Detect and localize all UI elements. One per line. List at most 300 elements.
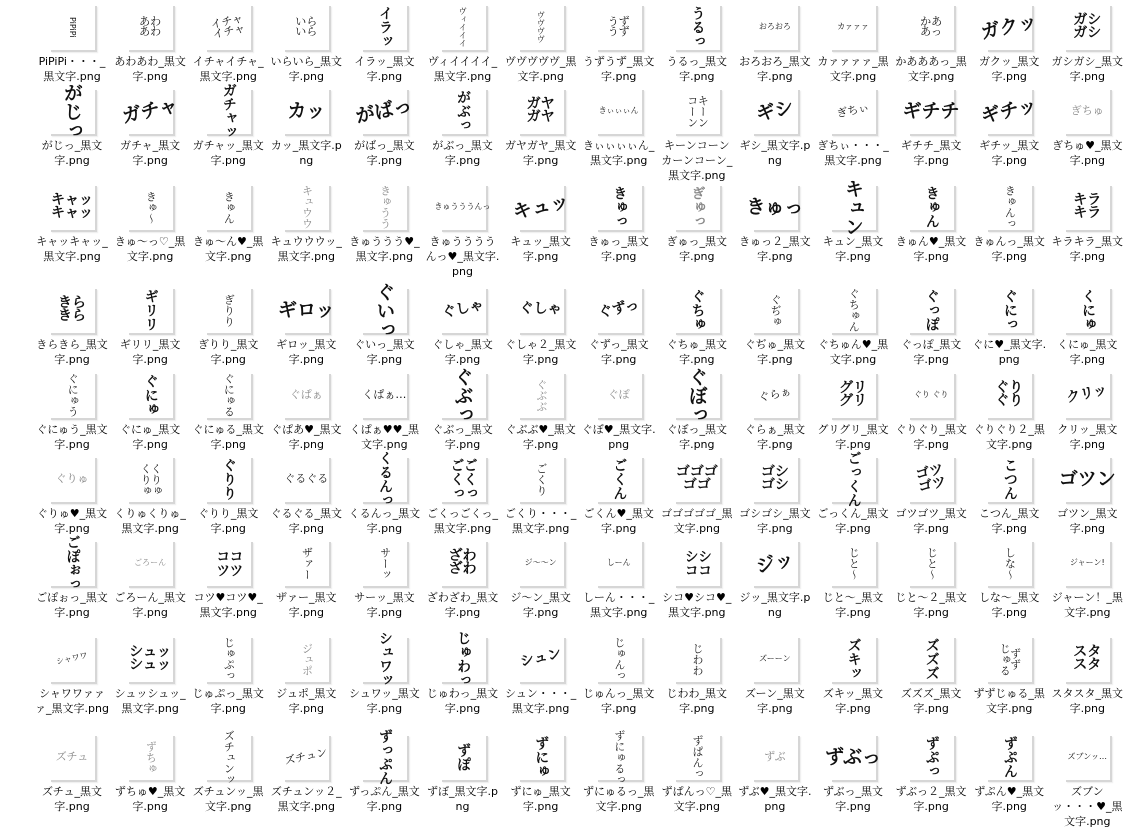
file-item[interactable] xyxy=(1050,540,1124,620)
file-name[interactable]: ぐりり_黒文字.png xyxy=(197,507,259,535)
file-thumbnail[interactable] xyxy=(596,372,642,418)
file-thumbnail[interactable] xyxy=(361,4,407,50)
file-item[interactable] xyxy=(738,372,812,452)
file-item[interactable] xyxy=(894,184,968,264)
file-name[interactable]: ぐいっ_黒文字.png xyxy=(354,338,415,366)
file-item[interactable] xyxy=(660,184,734,264)
file-thumbnail[interactable] xyxy=(674,366,720,424)
file-name[interactable]: ギチチ_黒文字.png xyxy=(900,139,962,167)
file-thumbnail[interactable] xyxy=(1058,456,1116,502)
file-item[interactable] xyxy=(660,636,734,716)
file-item[interactable] xyxy=(894,636,968,716)
file-name[interactable]: キラキラ_黒文字.png xyxy=(1051,235,1124,263)
file-name[interactable]: ヴィイイイイ_黒文字.png xyxy=(427,55,498,83)
file-item[interactable] xyxy=(582,372,656,452)
file-name[interactable]: しな～_黒文字.png xyxy=(978,591,1040,619)
file-name[interactable]: きぃぃぃぃん_黒文字.png xyxy=(582,139,655,167)
file-thumbnail[interactable] xyxy=(361,281,407,339)
file-name[interactable]: ズキッ_黒文字.png xyxy=(822,687,884,715)
file-thumbnail[interactable] xyxy=(596,540,642,586)
file-thumbnail[interactable] xyxy=(518,456,564,502)
file-item[interactable] xyxy=(347,184,421,264)
file-name[interactable]: シコ♥シコ♥_黒文字.png xyxy=(662,591,732,619)
file-item[interactable] xyxy=(191,184,265,264)
file-name[interactable]: きゅっ_黒文字.png xyxy=(588,235,649,263)
file-name[interactable]: ぎゅっ_黒文字.png xyxy=(666,235,728,263)
file-item[interactable] xyxy=(35,82,109,168)
file-name[interactable]: シュッシュッ_黒文字.png xyxy=(114,687,186,715)
file-thumbnail[interactable] xyxy=(752,540,798,586)
file-thumbnail[interactable] xyxy=(205,540,251,586)
file-name[interactable]: ずぶっ２_黒文字.png xyxy=(895,785,967,813)
file-item[interactable] xyxy=(269,372,343,452)
file-thumbnail[interactable] xyxy=(49,535,95,591)
file-name[interactable]: ずぱんっ♡_黒文字.png xyxy=(661,785,732,813)
file-item[interactable] xyxy=(347,631,421,716)
file-item[interactable] xyxy=(972,287,1046,367)
file-thumbnail[interactable] xyxy=(908,287,954,333)
file-name[interactable]: ぐにゅう_黒文字.png xyxy=(36,423,108,451)
file-thumbnail[interactable] xyxy=(205,287,251,333)
file-item[interactable] xyxy=(972,88,1046,168)
file-name[interactable]: おろおろ_黒文字.png xyxy=(739,55,811,83)
file-name[interactable]: じわわ_黒文字.png xyxy=(666,687,728,715)
file-thumbnail[interactable] xyxy=(1064,540,1110,586)
file-item[interactable] xyxy=(894,287,968,367)
file-name[interactable]: ズブンッ・・・♥_黒文字.png xyxy=(1052,785,1123,828)
file-name[interactable]: シャワワァァァ_黒文字.png xyxy=(35,687,109,715)
file-thumbnail[interactable] xyxy=(979,4,1040,50)
file-name[interactable]: ギリリ_黒文字.png xyxy=(119,338,181,366)
file-thumbnail[interactable] xyxy=(49,82,95,140)
file-name[interactable]: ぐに♥_黒文字.png xyxy=(972,338,1047,366)
file-name[interactable]: きゅっ２_黒文字.png xyxy=(739,235,811,263)
file-item[interactable] xyxy=(582,88,656,168)
file-item[interactable] xyxy=(894,734,968,814)
file-item[interactable] xyxy=(269,734,343,814)
file-name[interactable]: きゅん♥_黒文字.png xyxy=(895,235,967,263)
file-item[interactable] xyxy=(269,636,343,716)
file-thumbnail[interactable] xyxy=(518,540,564,586)
file-name[interactable]: かあああっ_黒文字.png xyxy=(895,55,967,83)
file-thumbnail[interactable] xyxy=(1064,184,1110,230)
file-thumbnail[interactable] xyxy=(902,88,960,134)
file-name[interactable]: スタスタ_黒文字.png xyxy=(1051,687,1124,715)
file-thumbnail[interactable] xyxy=(830,451,876,507)
file-thumbnail[interactable] xyxy=(746,184,804,230)
file-thumbnail[interactable] xyxy=(674,184,720,230)
file-name[interactable]: サーッ_黒文字.png xyxy=(354,591,415,619)
file-thumbnail[interactable] xyxy=(986,636,1032,682)
file-thumbnail[interactable] xyxy=(674,287,720,333)
file-item[interactable] xyxy=(582,184,656,264)
file-name[interactable]: ぐらぁ_黒文字.png xyxy=(744,423,806,451)
file-thumbnail[interactable] xyxy=(127,372,173,418)
file-name[interactable]: しーん・・・_黒文字.png xyxy=(582,591,655,619)
file-item[interactable] xyxy=(972,372,1046,452)
file-thumbnail[interactable] xyxy=(908,540,954,586)
file-item[interactable] xyxy=(347,88,421,168)
file-name[interactable]: ガヤガヤ_黒文字.png xyxy=(504,139,577,167)
file-name[interactable]: じと～_黒文字.png xyxy=(822,591,884,619)
file-name[interactable]: カァァァァ_黒文字.png xyxy=(817,55,889,83)
file-name[interactable]: ぐぢゅ_黒文字.png xyxy=(744,338,806,366)
file-thumbnail[interactable] xyxy=(596,88,642,134)
file-item[interactable] xyxy=(894,540,968,620)
file-thumbnail[interactable] xyxy=(49,4,95,50)
file-item[interactable] xyxy=(347,451,421,536)
file-thumbnail[interactable] xyxy=(205,636,251,682)
file-item[interactable] xyxy=(738,287,812,367)
file-item[interactable] xyxy=(816,287,890,367)
file-thumbnail[interactable] xyxy=(283,734,329,780)
file-item[interactable] xyxy=(504,287,578,367)
file-item[interactable] xyxy=(816,734,890,814)
file-item[interactable] xyxy=(582,456,656,536)
file-thumbnail[interactable] xyxy=(908,372,954,418)
file-name[interactable]: ぐるぐる_黒文字.png xyxy=(270,507,343,535)
file-thumbnail[interactable] xyxy=(361,451,407,507)
file-thumbnail[interactable] xyxy=(49,636,95,682)
file-thumbnail[interactable] xyxy=(908,734,954,780)
file-item[interactable] xyxy=(816,88,890,168)
file-thumbnail[interactable] xyxy=(283,184,329,230)
file-item[interactable] xyxy=(347,372,421,452)
file-name[interactable]: ずぶっ_黒文字.png xyxy=(823,785,883,813)
file-item[interactable] xyxy=(1050,636,1124,716)
file-thumbnail[interactable] xyxy=(830,88,876,134)
file-item[interactable] xyxy=(426,540,500,620)
file-name[interactable]: あわあわ_黒文字.png xyxy=(114,55,186,83)
file-thumbnail[interactable] xyxy=(830,178,876,236)
file-name[interactable]: こつん_黒文字.png xyxy=(979,507,1040,535)
file-item[interactable] xyxy=(504,4,578,84)
file-name[interactable]: きゅううううんっ♥_黒文字.png xyxy=(425,235,500,278)
file-thumbnail[interactable] xyxy=(440,287,486,333)
file-thumbnail[interactable] xyxy=(596,456,642,502)
file-item[interactable] xyxy=(191,456,265,536)
file-name[interactable]: ガシガシ_黒文字.png xyxy=(1051,55,1124,83)
file-thumbnail[interactable] xyxy=(49,456,95,502)
file-item[interactable] xyxy=(1050,287,1124,367)
file-name[interactable]: キャッキャッ_黒文字.png xyxy=(36,235,108,263)
file-item[interactable] xyxy=(504,372,578,452)
file-item[interactable] xyxy=(504,734,578,814)
file-item[interactable] xyxy=(1050,734,1124,829)
file-thumbnail[interactable] xyxy=(752,4,798,50)
file-name[interactable]: じゅわっ_黒文字.png xyxy=(426,687,499,715)
file-thumbnail[interactable] xyxy=(49,287,95,333)
file-item[interactable] xyxy=(426,287,500,367)
file-item[interactable] xyxy=(738,456,812,536)
file-name[interactable]: くりゅくりゅ_黒文字.png xyxy=(114,507,186,535)
file-name[interactable]: ぐにゅる_黒文字.png xyxy=(192,423,264,451)
file-thumbnail[interactable] xyxy=(752,372,798,418)
file-name[interactable]: くぱぁ♥♥_黒文字.png xyxy=(349,423,419,451)
file-thumbnail[interactable] xyxy=(49,372,95,418)
file-name[interactable]: きゅんっ_黒文字.png xyxy=(973,235,1045,263)
file-name[interactable]: ごぽぉっ_黒文字.png xyxy=(36,591,108,619)
file-name[interactable]: ズチュンッ２_黒文字.png xyxy=(270,785,342,813)
file-item[interactable] xyxy=(113,88,187,168)
file-item[interactable] xyxy=(191,287,265,367)
file-item[interactable] xyxy=(816,372,890,452)
file-item[interactable] xyxy=(504,184,578,264)
file-name[interactable]: きゅううう♥_黒文字.png xyxy=(349,235,420,263)
file-name[interactable]: ずぶ♥_黒文字.png xyxy=(738,785,812,813)
file-name[interactable]: イラッ_黒文字.png xyxy=(354,55,415,83)
file-thumbnail[interactable] xyxy=(354,88,415,134)
file-name[interactable]: ガクッ_黒文字.png xyxy=(978,55,1040,83)
file-item[interactable] xyxy=(582,287,656,367)
file-item[interactable] xyxy=(972,734,1046,814)
file-thumbnail[interactable] xyxy=(674,636,720,682)
file-thumbnail[interactable] xyxy=(205,372,251,418)
file-item[interactable] xyxy=(738,184,812,264)
file-name[interactable]: グリグリ_黒文字.png xyxy=(817,423,889,451)
file-thumbnail[interactable] xyxy=(120,88,180,134)
file-item[interactable] xyxy=(426,184,500,279)
file-item[interactable] xyxy=(113,540,187,620)
file-thumbnail[interactable] xyxy=(49,734,95,780)
file-name[interactable]: ぐしゃ_黒文字.png xyxy=(432,338,493,366)
file-item[interactable] xyxy=(660,366,734,452)
file-thumbnail[interactable] xyxy=(518,4,564,50)
file-name[interactable]: いらいら_黒文字.png xyxy=(270,55,343,83)
file-name[interactable]: ガチャッ_黒文字.png xyxy=(192,139,264,167)
file-name[interactable]: ジャーン！_黒文字.png xyxy=(1051,591,1123,619)
file-item[interactable] xyxy=(35,734,109,814)
file-thumbnail[interactable] xyxy=(361,540,407,586)
file-name[interactable]: ぐぼっ_黒文字.png xyxy=(666,423,728,451)
file-thumbnail[interactable] xyxy=(283,636,329,682)
file-item[interactable] xyxy=(816,4,890,84)
file-thumbnail[interactable] xyxy=(986,184,1032,230)
file-name[interactable]: じと～２_黒文字.png xyxy=(895,591,967,619)
file-name[interactable]: ずにゅ_黒文字.png xyxy=(510,785,571,813)
file-thumbnail[interactable] xyxy=(49,184,95,230)
file-thumbnail[interactable] xyxy=(830,287,876,333)
file-thumbnail[interactable] xyxy=(205,83,251,139)
file-thumbnail[interactable] xyxy=(510,184,571,230)
file-thumbnail[interactable] xyxy=(752,636,798,682)
file-item[interactable] xyxy=(504,88,578,168)
file-thumbnail[interactable] xyxy=(361,729,407,785)
file-name[interactable]: がばっ_黒文字.png xyxy=(354,139,415,167)
file-item[interactable] xyxy=(191,729,265,814)
file-name[interactable]: じゅんっ_黒文字.png xyxy=(582,687,655,715)
file-name[interactable]: ごくっごくっ_黒文字.png xyxy=(426,507,499,535)
file-name[interactable]: ぐりぐり_黒文字.png xyxy=(895,423,967,451)
file-item[interactable] xyxy=(347,540,421,620)
file-item[interactable] xyxy=(269,456,343,536)
file-thumbnail[interactable] xyxy=(205,456,251,502)
file-thumbnail[interactable] xyxy=(979,88,1040,134)
file-item[interactable] xyxy=(660,540,734,620)
file-name[interactable]: ずずじゅる_黒文字.png xyxy=(973,687,1045,715)
file-thumbnail[interactable] xyxy=(127,540,173,586)
file-item[interactable] xyxy=(738,4,812,84)
file-name[interactable]: ゴゴゴゴゴ_黒文字.png xyxy=(661,507,733,535)
file-name[interactable]: シュン・・・_黒文字.png xyxy=(504,687,577,715)
file-item[interactable] xyxy=(35,372,109,452)
file-item[interactable] xyxy=(35,636,109,716)
file-thumbnail[interactable] xyxy=(908,4,954,50)
file-thumbnail[interactable] xyxy=(518,88,564,134)
file-item[interactable] xyxy=(894,372,968,452)
file-name[interactable]: ジ～ン_黒文字.png xyxy=(510,591,571,619)
file-item[interactable] xyxy=(347,4,421,84)
file-item[interactable] xyxy=(816,540,890,620)
file-name[interactable]: ざわざわ_黒文字.png xyxy=(426,591,499,619)
file-name[interactable]: クリッ_黒文字.png xyxy=(1057,423,1118,451)
file-item[interactable] xyxy=(1050,4,1124,84)
file-name[interactable]: ゴツン_黒文字.png xyxy=(1057,507,1118,535)
file-item[interactable] xyxy=(504,540,578,620)
file-thumbnail[interactable] xyxy=(1064,372,1110,418)
file-thumbnail[interactable] xyxy=(986,734,1032,780)
file-thumbnail[interactable] xyxy=(596,184,642,230)
file-thumbnail[interactable] xyxy=(283,372,329,418)
file-item[interactable] xyxy=(1050,88,1124,168)
file-name[interactable]: シュワッ_黒文字.png xyxy=(349,687,420,715)
file-item[interactable] xyxy=(972,540,1046,620)
file-item[interactable] xyxy=(816,636,890,716)
file-thumbnail[interactable] xyxy=(986,372,1032,418)
file-name[interactable]: ずぷん♥_黒文字.png xyxy=(974,785,1045,813)
file-thumbnail[interactable] xyxy=(440,540,486,586)
file-thumbnail[interactable] xyxy=(986,456,1032,502)
file-name[interactable]: ギロッ_黒文字.png xyxy=(276,338,337,366)
file-name[interactable]: ずぼ_黒文字.png xyxy=(427,785,498,813)
file-item[interactable] xyxy=(113,636,187,716)
file-thumbnail[interactable] xyxy=(440,366,486,424)
file-thumbnail[interactable] xyxy=(127,636,173,682)
file-thumbnail[interactable] xyxy=(127,734,173,780)
file-thumbnail[interactable] xyxy=(205,4,251,50)
file-thumbnail[interactable] xyxy=(674,88,720,134)
file-name[interactable]: ずっぷん_黒文字.png xyxy=(348,785,420,813)
file-thumbnail[interactable] xyxy=(127,4,173,50)
file-thumbnail[interactable] xyxy=(752,456,798,502)
file-item[interactable] xyxy=(269,4,343,84)
file-name[interactable]: ぐぶぶ♥_黒文字.png xyxy=(505,423,576,451)
file-name[interactable]: キュウウウッ_黒文字.png xyxy=(270,235,342,263)
file-name[interactable]: キーンコーンカーンコーン_黒文字.png xyxy=(661,139,733,182)
file-name[interactable]: ギチッ_黒文字.png xyxy=(979,139,1040,167)
file-name[interactable]: ギシ_黒文字.png xyxy=(739,139,811,167)
file-name[interactable]: ごろーん_黒文字.png xyxy=(114,591,186,619)
file-name[interactable]: ぐちゅ_黒文字.png xyxy=(666,338,728,366)
file-name[interactable]: ぎちゅ♥_黒文字.png xyxy=(1052,139,1123,167)
file-item[interactable] xyxy=(191,636,265,716)
file-name[interactable]: ぐにゅ_黒文字.png xyxy=(119,423,181,451)
file-name[interactable]: ごっくん_黒文字.png xyxy=(817,507,889,535)
file-thumbnail[interactable] xyxy=(1064,88,1110,134)
file-item[interactable] xyxy=(894,4,968,84)
file-item[interactable] xyxy=(35,456,109,536)
file-item[interactable] xyxy=(894,88,968,168)
file-name[interactable]: ヴヴヴヴヴ_黒文字.png xyxy=(504,55,577,83)
file-thumbnail[interactable] xyxy=(986,540,1032,586)
file-item[interactable] xyxy=(582,540,656,620)
file-thumbnail[interactable] xyxy=(440,734,486,780)
file-name[interactable]: くにゅ_黒文字.png xyxy=(1057,338,1118,366)
file-name[interactable]: きらきら_黒文字.png xyxy=(36,338,108,366)
file-thumbnail[interactable] xyxy=(596,287,642,333)
file-name[interactable]: ゴツゴツ_黒文字.png xyxy=(895,507,967,535)
file-item[interactable] xyxy=(191,372,265,452)
file-thumbnail[interactable] xyxy=(674,456,720,502)
file-item[interactable] xyxy=(269,540,343,620)
file-item[interactable] xyxy=(816,451,890,536)
file-thumbnail[interactable] xyxy=(518,734,564,780)
file-name[interactable]: ズーン_黒文字.png xyxy=(745,687,805,715)
file-thumbnail[interactable] xyxy=(752,287,798,333)
file-item[interactable] xyxy=(426,734,500,814)
file-item[interactable] xyxy=(504,456,578,536)
file-name[interactable]: ジュポ_黒文字.png xyxy=(276,687,337,715)
file-name[interactable]: ごくり・・・_黒文字.png xyxy=(504,507,577,535)
file-thumbnail[interactable] xyxy=(361,184,407,230)
file-thumbnail[interactable] xyxy=(1064,734,1110,780)
file-thumbnail[interactable] xyxy=(674,734,720,780)
file-item[interactable] xyxy=(426,4,500,84)
file-item[interactable] xyxy=(426,631,500,716)
file-item[interactable] xyxy=(113,184,187,264)
file-name[interactable]: ぐぱあ♥_黒文字.png xyxy=(271,423,342,451)
file-name[interactable]: ごくん♥_黒文字.png xyxy=(583,507,654,535)
file-name[interactable]: ジッ_黒文字.png xyxy=(739,591,811,619)
file-name[interactable]: ずちゅ♥_黒文字.png xyxy=(114,785,186,813)
file-thumbnail[interactable] xyxy=(830,636,876,682)
file-thumbnail[interactable] xyxy=(1064,4,1110,50)
file-item[interactable] xyxy=(113,372,187,452)
file-name[interactable]: じゅぷっ_黒文字.png xyxy=(192,687,264,715)
file-thumbnail[interactable] xyxy=(440,631,486,687)
file-thumbnail[interactable] xyxy=(596,729,642,785)
file-item[interactable] xyxy=(816,178,890,264)
file-item[interactable] xyxy=(972,456,1046,536)
file-name[interactable]: ぐずっ_黒文字.png xyxy=(588,338,649,366)
file-thumbnail[interactable] xyxy=(518,636,564,682)
file-item[interactable] xyxy=(35,287,109,367)
file-thumbnail[interactable] xyxy=(283,88,329,134)
file-item[interactable] xyxy=(504,636,578,716)
file-name[interactable]: ぎりり_黒文字.png xyxy=(197,338,259,366)
file-item[interactable] xyxy=(660,4,734,84)
file-name[interactable]: ゴシゴシ_黒文字.png xyxy=(739,507,811,535)
file-thumbnail[interactable] xyxy=(674,540,720,586)
file-name[interactable]: うるっ_黒文字.png xyxy=(666,55,728,83)
file-item[interactable] xyxy=(660,734,734,814)
file-item[interactable] xyxy=(738,734,812,814)
file-thumbnail[interactable] xyxy=(277,287,335,333)
file-thumbnail[interactable] xyxy=(205,184,251,230)
file-thumbnail[interactable] xyxy=(830,372,876,418)
file-item[interactable] xyxy=(113,4,187,84)
file-item[interactable] xyxy=(35,4,109,84)
file-item[interactable] xyxy=(426,456,500,536)
file-thumbnail[interactable] xyxy=(283,4,329,50)
file-item[interactable] xyxy=(582,4,656,84)
file-name[interactable]: きゅ～ん♥_黒文字.png xyxy=(193,235,264,263)
file-item[interactable] xyxy=(972,4,1046,84)
file-item[interactable] xyxy=(347,729,421,814)
file-name[interactable]: ぐりぐり２_黒文字.png xyxy=(973,423,1045,451)
file-thumbnail[interactable] xyxy=(1064,636,1110,682)
file-item[interactable] xyxy=(738,540,812,620)
